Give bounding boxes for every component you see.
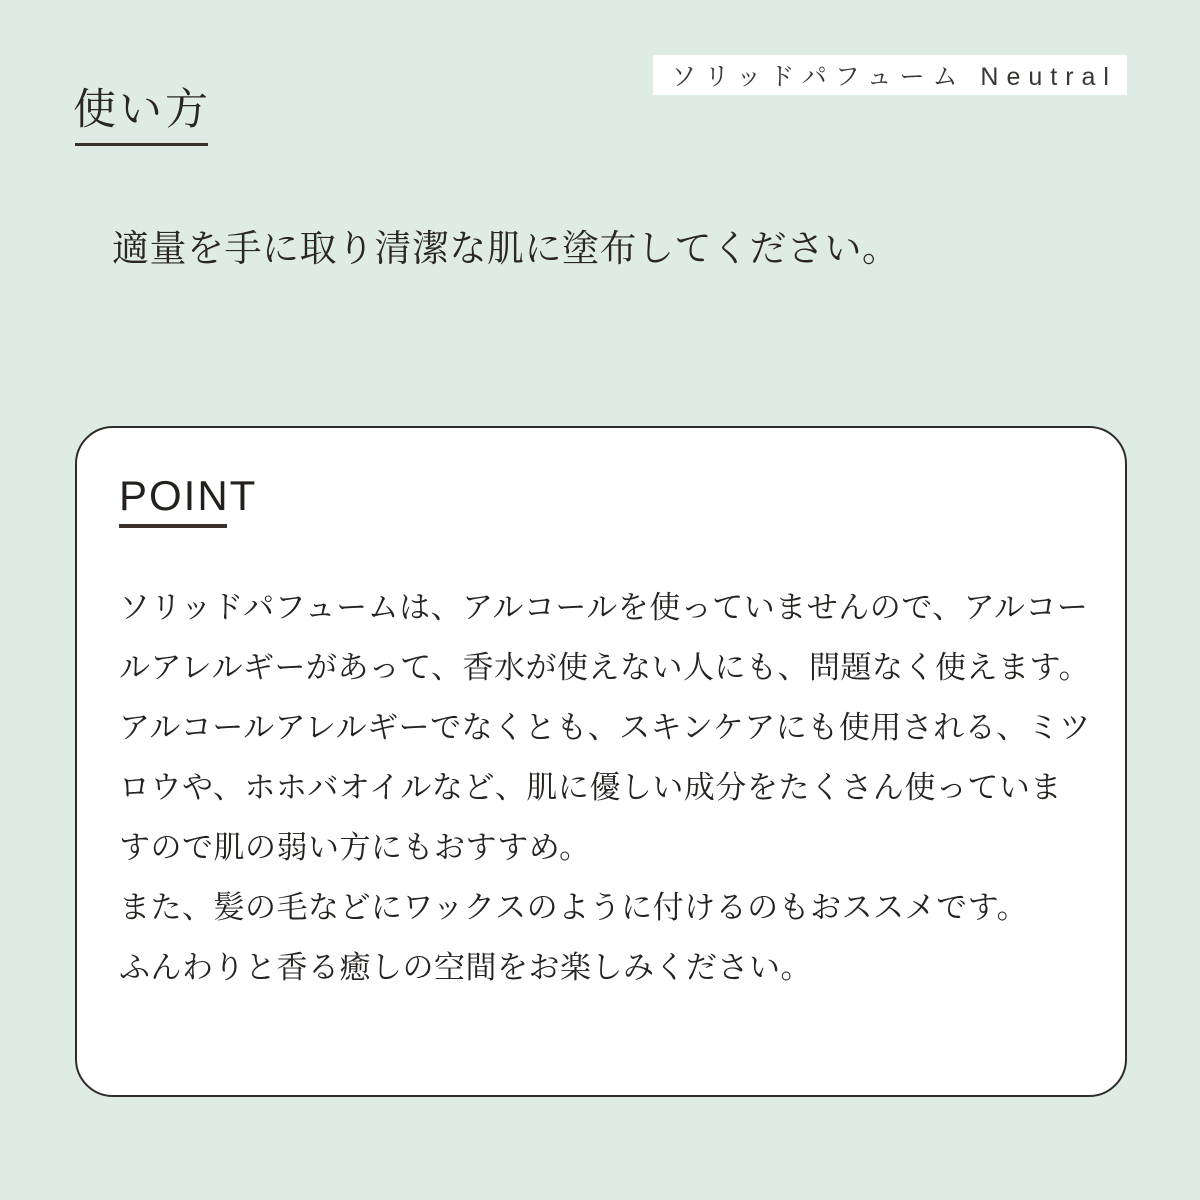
point-body-line: アルコールアレルギーでなくとも、スキンケアにも使用される、ミツ [119,710,1091,745]
point-body-line: ふんわりと香る癒しの空間をお楽しみください。 [119,950,812,985]
product-label: ソリッドパフューム Neutral [653,55,1127,95]
instruction-text: 適量を手に取り清潔な肌に塗布してください。 [112,228,900,269]
point-body [119,578,1099,998]
point-heading-underline [119,524,227,528]
point-body-line: ロウや、ホホバオイルなど、肌に優しい成分をたくさん使っていま [119,770,1062,805]
point-body-line: ルアレルギーがあって、香水が使えない人にも、問題なく使えます。 [119,650,1091,685]
point-body-line: すので肌の弱い方にもおすすめ。 [119,830,591,865]
point-card [75,426,1127,1097]
point-heading: POINT [119,472,258,519]
point-body-line: ソリッドパフュームは、アルコールを使っていませんので、アルコー [119,590,1089,625]
page-title: 使い方 [73,86,211,134]
point-body-line: また、髪の毛などにワックスのように付けるのもおススメです。 [119,890,1029,925]
title-underline [75,143,208,146]
